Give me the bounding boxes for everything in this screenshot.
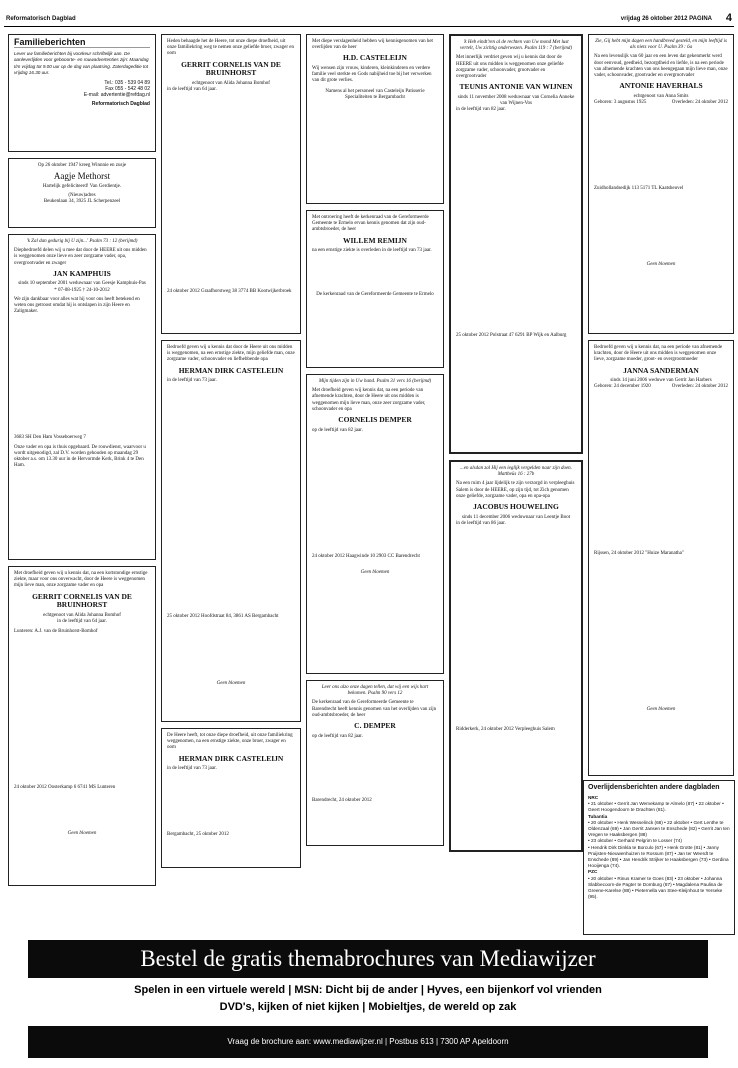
- notice-sub: sinds 10 september 2001 weduwnaar van Geesje Kamphuis-Pas: [18, 281, 146, 287]
- page-number: 4: [725, 12, 732, 24]
- obituary-entry: • 20 oktober • Henk Wesselinck (68) • 22 oktober • Gert Lenthe te Oldenzaal (69) • Jan Gerrit Jansen te Enschede (82) • Gerrit Jan ten Vregen te Haaksbergen (88): [588, 819, 730, 838]
- notice-text: Met diepe verslagenheid hebben wij kennisgenomen van het overlijden van de heer: [312, 39, 433, 51]
- death-notice-bruinhorst: [8, 566, 156, 886]
- notice-date: Bergambacht, 25 oktober 2012: [167, 832, 229, 838]
- column-4: [449, 34, 583, 858]
- notice-text: Met ontroering heeft de kerkenraad van de Gereformeerde Gemeente te Ermelo ervan kennis genomen dat zijn oud-ambtsbroeder, de heer: [312, 215, 429, 233]
- obituary-entry: • Hendrik Dirk Dinkla te Borculo (67) • Henk Grotte (81) • Janny Pruijsten-Nieuwenhuizen te Rossum (87) • Jan ter Weerdt te Enschede (89) • Jan Hendrik Strijker te Haaksbergen (73) • Gerdina Hooijenga (74).: [588, 844, 729, 869]
- obituary-source: NRC: [588, 795, 599, 800]
- notice-date: 25 oktober 2012 Polstraat 47 6291 BP Wijk en Aalburg: [456, 333, 567, 339]
- notice-body: Wij wensen zijn vrouw, kinderen, kleinkinderen en verdere familie veel sterkte en Gods nabijheid toe bij het verwerken van dit grote verlies.: [312, 65, 432, 84]
- death-notice-casteleijn: [161, 340, 301, 722]
- notice-name: TEUNIS ANTONIE VAN WIJNEN: [459, 82, 573, 92]
- obituary-source: PZC: [588, 869, 598, 875]
- notice-name: JANNA SANDERMAN: [623, 365, 699, 375]
- ad-footer: Vraag de brochure aan: www.mediawijzer.nl | Postbus 613 | 7300 AP Apeldoorn: [28, 1026, 708, 1058]
- notice-quote: Mijn tijden zijn in Uw hand. Psalm 31 vers 16 (berijmd): [318, 379, 432, 384]
- announcement-line3: (Nieuw)adres: [68, 192, 96, 198]
- notice-age: in de leeftijd van 64 jaar.: [167, 86, 217, 92]
- notice-sub: sinds 14 juni 2006 weduwe van Gerrit Jan Harbers: [610, 378, 712, 384]
- notice-dates: * 07-08-1925 † 24-10-2012: [54, 287, 110, 293]
- header-date: vrijdag 26 oktober 2012 PAGINA: [620, 16, 712, 22]
- ad-row-2: DVD's, kijken of niet kijken | Mobieltjes, de wereld op zak: [219, 1001, 517, 1013]
- death-notice-houweling: [449, 460, 583, 852]
- notice-age: op de leeftijd van 82 jaar.: [312, 733, 363, 739]
- death-notice-sanderman: [588, 340, 734, 776]
- notice-text: Heden behaagde het de Heere, tot onze diepe droefheid, uit onze familiekring weg te nemen onze geliefde broer, zwager en oom: [167, 39, 294, 57]
- notice-footer: Geen bloemen: [646, 262, 676, 268]
- notice-date: Rijssen, 24 oktober 2012 "Huize Maranatha": [594, 550, 684, 556]
- notice-text: Bedroefd geven wij u kennis dat, na een periode van afnemende krachten, door de Heere uit ons midden is weggenomen onze lieve, zorgzame moeder, groot- en overgrootmoeder: [594, 345, 723, 363]
- notice-date: 25 oktober 2012 Hoofdstraat 84, 3861 AS Bergambacht: [167, 614, 279, 620]
- notice-sub: echtgenoot van Alida Johanna Bomhof: [43, 612, 121, 618]
- notice-text: Met droefheid geven wij u kennis dat, na een kortstondige ernstige ziekte, maar voor ons onverwacht, door de Heere is weggenomen mijn lieve man, onze zorgzame vader en opa: [14, 571, 148, 589]
- condolence-remijn: [306, 210, 444, 368]
- column-5: [588, 34, 734, 782]
- notice-name: JAN KAMPHUIS: [53, 268, 111, 278]
- notice-quote: 'k Heb eindt'ren al de rechten van Uw mond Met lust vertelt, Uw zichtig onderwezen. Psalm 119 : 7 (berijmd): [459, 40, 573, 52]
- notice-name: GERRIT CORNELIS VAN DE BRUINHORST: [32, 591, 132, 610]
- notice-footer: Geen bloemen: [67, 831, 97, 837]
- notice-born: Geboren: 3 augustus 1925: [594, 99, 647, 105]
- obituaries-title: Overlijdensberichten andere dagbladen: [588, 784, 720, 791]
- notice-date: 24 oktober 2012 Haagwinde 10 2903 CC Barendrecht: [312, 553, 420, 559]
- death-notice-kamphuis: [8, 234, 156, 560]
- contact-fax: Fax 055 - 542 48 02: [105, 86, 150, 93]
- notice-text: Diepbedroefd delen wij u mee dat door de HEERE uit ons midden is weggenomen onze lieve en zeer zorgzame vader, opa, overgrootvader en zwager: [14, 248, 147, 266]
- notice-age: in de leeftijd van 73 jaar.: [167, 766, 217, 772]
- familieberichten-text: Lever uw familieberichten bij voorkeur schriftelijk aan. De aanleverlijden voor gebooorte- en rouwadvertenties zijn: Maandag t/m vrijdag tot 9.00 uur op de dag van plaatsing. Zaterdageditie tot vrijdag 16.30 uur.: [14, 51, 149, 75]
- notice-date: 24 oktober 2012 Oosterkamp 6 6741 MS Lunteren: [14, 785, 116, 791]
- obituary-entry: • 20 oktober • Rinus Kramer te Goes (83) • 23 oktober • Johanna Slabbecoorn-de Pagter te Domburg (87) • Magdalena Paulina de Greene-Karelse (88) • Pieternella van Stee-Kleijnhout te Yerseke (95).: [588, 875, 723, 900]
- page-header: [4, 14, 734, 27]
- ad-banner: Bestel de gratis themabrochures van Mediawijzer: [28, 940, 708, 978]
- notice-name: C. DEMPER: [354, 721, 396, 731]
- obituary-entry: • 21 oktober • Gerrit Jan Wemekamp te Almelo (87) • 22 oktober • Geert Hoogendoorn te Drachten (81).: [588, 801, 724, 813]
- notice-city: Lunteren: A.J. van de Bruinhorst-Bomhof: [14, 629, 98, 635]
- notice-name: CORNELIS DEMPER: [338, 415, 412, 425]
- obituary-entry: • 23 oktober • Gerhard Pelgrim te Losser (74): [588, 838, 682, 844]
- notice-quote: Zie, Gij hebt mijn dagen een handbreed gesteld, en mijn leeftijd is als niets voor U. Psalm 39 : 6a: [595, 39, 727, 51]
- condolence-demper: [306, 680, 444, 846]
- announcement-line4: Beukenlaan 34, 3925 JL Scherpenzeel: [43, 199, 121, 205]
- notice-died: Overleden: 24 oktober 2012: [671, 99, 728, 105]
- notice-text: Bedroefd geven wij u kennis dat door de Heere uit ons midden is weggenomen, na een ernstige ziekte, mijn geliefde man, onze zorgzame vader, schoonvader en liefhebbende opa: [167, 345, 295, 363]
- notice-name: WILLEM REMIJN: [343, 235, 407, 245]
- notice-age: in de leeftijd van 73 jaar.: [167, 378, 217, 384]
- mediawijzer-advertisement[interactable]: [28, 940, 708, 1058]
- notice-sub: echtgenoot van Anna Smits: [633, 93, 689, 99]
- notice-footer: Geen bloemen: [646, 706, 676, 712]
- notice-text: De kerkenraad van de Gereformeerde Gemeente te Barendrecht heeft kennis genomen van het overlijden van zijn oud-ambtsbroeder, de heer: [312, 700, 437, 718]
- death-notice-demper: [306, 374, 444, 674]
- notice-date: 24 oktober 2012 Graafhorstweg 38 3774 BB Kootwijkerbroek: [167, 289, 292, 295]
- notice-sub: echtgenoot van Alida Johanna Bomhof: [192, 80, 270, 86]
- notice-born: Geboren: 24 december 1920: [594, 384, 651, 390]
- notice-date: Barendrecht, 24 oktober 2012: [312, 797, 372, 803]
- notice-text: Na een ruim 4 jaar lijdelijk te zijn verzorgd in verpleeghuis Salem is door de HEERE, op zijn tijd, tot Zich genomen onze geliefde, zorgzame vader, opa en opa-opa: [456, 481, 575, 499]
- condolence-casteleijn: [306, 34, 444, 204]
- notice-footer: Namens al het personeel van Casteleijn Patisserie Specialiteiten te Bergambacht: [325, 88, 425, 100]
- familieberichten-info: [8, 34, 156, 152]
- notice-footer: Geen bloemen: [360, 569, 390, 575]
- ad-row-1: Spelen in een virtuele wereld | MSN: Dicht bij de ander | Hyves, een bijenkorf vol vrienden: [134, 984, 602, 996]
- notice-age: op de leeftijd van 82 jaar.: [312, 427, 363, 433]
- announcement-line2: Hartelijk gefeliciteerd! Van Gerdientje.: [42, 183, 122, 189]
- notice-name: HERMAN DIRK CASTELEIJN: [178, 753, 284, 763]
- column-2: [161, 34, 301, 874]
- notice-name: H.D. CASTELEIJN: [343, 53, 407, 63]
- notice-quote: Leer ons alzo onze dagen tellen, dat wij een wijs hart bekomen. Psalm 90 vers 12: [321, 685, 429, 697]
- notice-footer: Onze vader en opa is thuis opgebaard. De rouwdienst, waarvoor u wordt uitgenodigd, zal D.V. worden gehouden op maandag 29 oktober a.s. om 13.30 uur in de Hervormde Kerk, Brink 4 te Den Ham.: [14, 444, 146, 469]
- notice-footer: Geen bloemen: [216, 680, 246, 686]
- obituary-source: Tubantia: [588, 813, 608, 819]
- column-3: [306, 34, 444, 852]
- notice-text: Met droefheid geven wij kennis dat, na een periode van afnemende krachten, door de Heere uit ons midden is weggenomen mijn lieve man, onze zeer zorgzame vader, schoonvader en opa: [312, 388, 426, 412]
- contact-tel: Tel.: 035 - 539 04 89: [104, 80, 150, 87]
- notice-date: Zuidhollandsedijk 113 5171 TL Kaatsheuvel: [594, 186, 684, 192]
- masthead: Reformatorisch Dagblad: [6, 16, 76, 22]
- death-notice-haverhals: [588, 34, 734, 334]
- familieberichten-title: Familieberichten: [14, 39, 150, 48]
- notice-body: na een ernstige ziekte is overleden in de leeftijd van 73 jaar.: [312, 248, 432, 254]
- notice-age: in de leeftijd van 82 jaar.: [456, 107, 506, 113]
- notice-date: Ridderkerk, 24 oktober 2012 Verpleeghuis Salem: [456, 726, 555, 732]
- notice-name: ANTONIE HAVERHALS: [619, 81, 703, 91]
- column-1: [8, 34, 156, 892]
- notice-name: JACOBUS HOUWELING: [473, 502, 559, 512]
- contact-email: E-mail: advertentie@refdag.nl: [83, 92, 150, 99]
- announcement-name: Aagje Methorst: [53, 171, 111, 182]
- notice-sub: sinds 11 december 2006 weduwnaar van Leentje Boot: [461, 514, 571, 520]
- notice-quote: ...en alsdan zal Hij een ieglijk vergelden naar zijn doen. Mattheüs 16 : 27b: [460, 466, 572, 478]
- refdag-logo: Reformatorisch Dagblad: [91, 100, 150, 107]
- notice-name: GERRIT CORNELIS VAN DE BRUINHORST: [181, 59, 281, 78]
- announcement-line1: Op 26 oktober 1947 kreeg Winnnie en zusje: [37, 163, 127, 168]
- notice-text: Met innerlijk verdriet geven wij u kennis dat door de HEERE uit ons midden is weggenomen onze geliefde zorgzame vader, schoonvader, grootvader en overgrootvader: [456, 55, 564, 80]
- notice-address: 3683 SH Den Ham Vosseboerweg 7: [14, 435, 86, 441]
- death-notice-bruinhorst-family: [161, 34, 301, 334]
- notice-age: in de leeftijd van 64 jaar.: [57, 618, 107, 624]
- notice-name: HERMAN DIRK CASTELEIJN: [178, 365, 284, 375]
- notice-died: Overleden: 24 oktober 2012: [671, 384, 728, 390]
- notice-sub: sinds 11 november 2008 weduwnaar van Cornelia Anneke van Wijnen-Vos: [457, 94, 575, 106]
- death-notice-casteleijn-family: [161, 728, 301, 868]
- notice-age: in de leeftijd van 86 jaar.: [456, 520, 506, 526]
- other-newspapers-obituaries: [583, 780, 735, 935]
- death-notice-van-wijnen: [449, 34, 583, 454]
- notice-quote: 'k Zal dan gedurig bij U zijn...' Psalm 73 : 12 (berijmd): [26, 239, 138, 244]
- notice-text: De Heere heeft, tot onze diepe droefheid, uit onze familiekring weggenomen, na een ernstige ziekte, onze broer, zwager en oom: [167, 733, 293, 751]
- notice-text: Na een levenslijk van 60 jaar en een leven dat gekenmerkt werd door eenvoud, geedheid, bezorgdheid en liefde, is na een periode van afnemende krachten van ons heengegaan mijn lieve man, onze vader, schoonvader, grootvader en overgrootvader: [594, 54, 728, 79]
- notice-footer: De kerkenraad van de Gereformeerde Gemeente te Ermelo: [316, 292, 434, 298]
- announcement-aagje: [8, 158, 156, 228]
- notice-body: We zijn dankbaar voor alles wat hij voor ons heeft betekend en weten ons getroost omdat hij is ontslapen in zijn Heere en Zaligmaker.: [14, 296, 140, 315]
